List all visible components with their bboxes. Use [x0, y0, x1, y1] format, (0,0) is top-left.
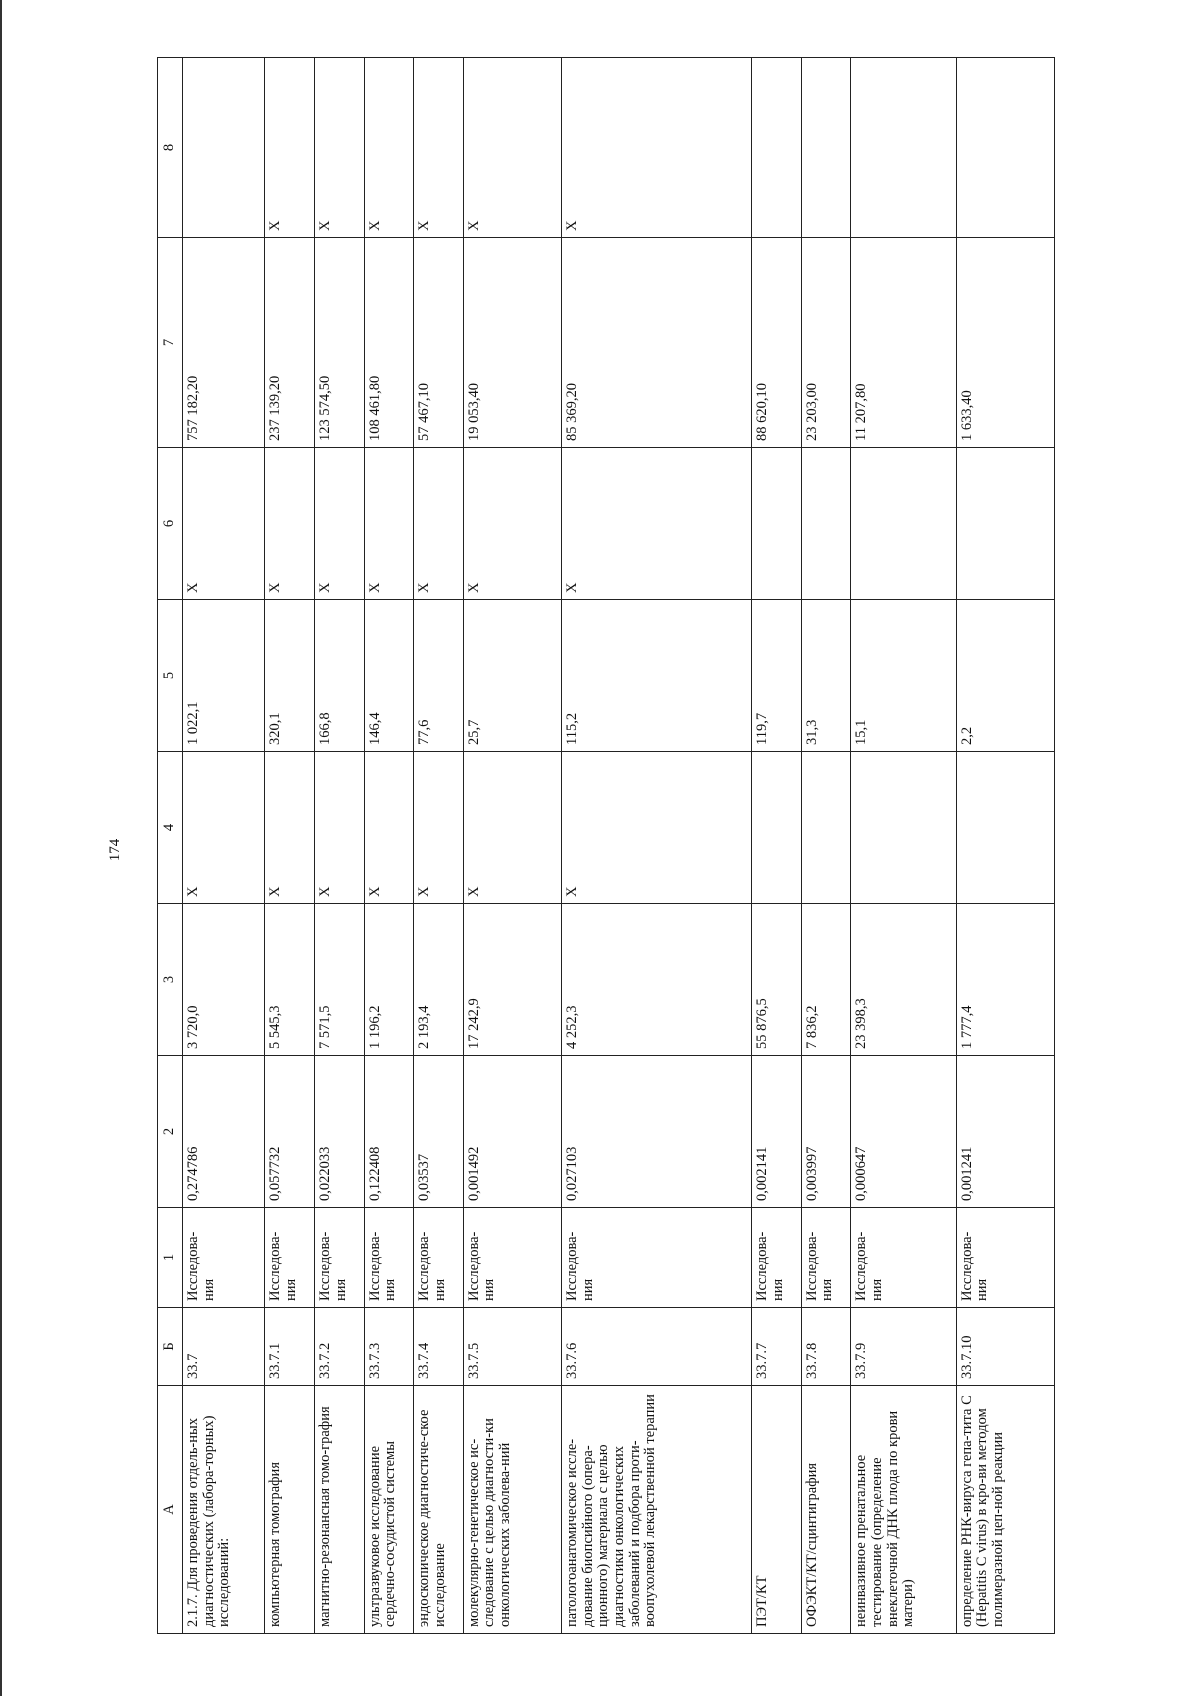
cell-unit: Исследова-ния — [801, 1208, 851, 1308]
cell-col3: 5 545,3 — [265, 904, 315, 1056]
cell-col6: Х — [463, 448, 561, 600]
cell-description: молекулярно-генетическое ис-следование с целью диагности-ки онкологических заболева-ний — [463, 1386, 561, 1634]
table-row — [364, 58, 414, 1634]
cell-col8: Х — [314, 58, 364, 238]
table-row — [801, 58, 851, 1634]
cell-col2: 0,274786 — [183, 1056, 265, 1208]
cell-col6 — [956, 448, 1054, 600]
cell-unit: Исследова-ния — [265, 1208, 315, 1308]
cell-description: 2.1.7. Для проведения отдель-ных диагностических (лабора-торных) исследований: — [183, 1386, 265, 1634]
cell-col8: Х — [414, 58, 464, 238]
cell-col7: 19 053,40 — [463, 238, 561, 448]
cell-row-code: 33.7.7 — [751, 1308, 801, 1386]
cell-col6: Х — [414, 448, 464, 600]
cell-col6: Х — [561, 448, 751, 600]
cell-col6: Х — [265, 448, 315, 600]
cell-col5: 15,1 — [851, 600, 957, 752]
cell-col7: 23 203,00 — [801, 238, 851, 448]
cell-col6 — [851, 448, 957, 600]
cell-col8 — [183, 58, 265, 238]
cell-col7: 757 182,20 — [183, 238, 265, 448]
cell-col4 — [956, 752, 1054, 904]
cell-col7: 1 633,40 — [956, 238, 1054, 448]
cell-col8: Х — [265, 58, 315, 238]
cell-description: ПЭТ/КТ — [751, 1386, 801, 1634]
col-header-1: 1 — [158, 1208, 183, 1308]
cell-description: патологоанатомическое иссле-дование биопсийного (опера-ционного) материала с целью диагностики онкологических заболеваний и подбора проти-воопухолевой лекарственной терапии — [561, 1386, 751, 1634]
cell-col6: Х — [314, 448, 364, 600]
cell-col7: 108 461,80 — [364, 238, 414, 448]
cell-unit: Исследова-ния — [851, 1208, 957, 1308]
cell-col2: 0,03537 — [414, 1056, 464, 1208]
cell-col4: Х — [183, 752, 265, 904]
cell-col3: 55 876,5 — [751, 904, 801, 1056]
cell-row-code: 33.7.2 — [314, 1308, 364, 1386]
table-row — [851, 58, 957, 1634]
cell-col2: 0,057732 — [265, 1056, 315, 1208]
cell-row-code: 33.7.4 — [414, 1308, 464, 1386]
cell-col3: 7 571,5 — [314, 904, 364, 1056]
cell-unit: Исследова-ния — [751, 1208, 801, 1308]
cell-col4: Х — [364, 752, 414, 904]
tariff-table — [157, 57, 1055, 1634]
cell-col3: 23 398,3 — [851, 904, 957, 1056]
cell-col5: 25,7 — [463, 600, 561, 752]
cell-description: компьютерная томография — [265, 1386, 315, 1634]
col-header-a: А — [158, 1386, 183, 1634]
cell-col5: 31,3 — [801, 600, 851, 752]
cell-col3: 1 196,2 — [364, 904, 414, 1056]
page-number: 174 — [107, 838, 123, 862]
cell-col5: 119,7 — [751, 600, 801, 752]
table-row — [414, 58, 464, 1634]
table-row — [956, 58, 1054, 1634]
cell-unit: Исследова-ния — [183, 1208, 265, 1308]
cell-col8: Х — [463, 58, 561, 238]
col-header-2: 2 — [158, 1056, 183, 1208]
cell-col5: 77,6 — [414, 600, 464, 752]
cell-row-code: 33.7.6 — [561, 1308, 751, 1386]
cell-col3: 2 193,4 — [414, 904, 464, 1056]
cell-unit: Исследова-ния — [561, 1208, 751, 1308]
col-header-8: 8 — [158, 58, 183, 238]
cell-row-code: 33.7 — [183, 1308, 265, 1386]
scan-edge — [0, 0, 2, 1696]
cell-col3: 17 242,9 — [463, 904, 561, 1056]
table-row — [183, 58, 265, 1634]
cell-col6: Х — [183, 448, 265, 600]
cell-row-code: 33.7.5 — [463, 1308, 561, 1386]
col-header-6: 6 — [158, 448, 183, 600]
cell-col4: Х — [314, 752, 364, 904]
cell-col7: 123 574,50 — [314, 238, 364, 448]
cell-row-code: 33.7.8 — [801, 1308, 851, 1386]
cell-col5: 320,1 — [265, 600, 315, 752]
cell-col6 — [801, 448, 851, 600]
cell-col5: 146,4 — [364, 600, 414, 752]
cell-description: ультразвуковое исследование сердечно-сосудистой системы — [364, 1386, 414, 1634]
cell-col3: 1 777,4 — [956, 904, 1054, 1056]
cell-row-code: 33.7.10 — [956, 1308, 1054, 1386]
cell-row-code: 33.7.1 — [265, 1308, 315, 1386]
cell-col4: Х — [265, 752, 315, 904]
cell-row-code: 33.7.9 — [851, 1308, 957, 1386]
cell-unit: Исследова-ния — [414, 1208, 464, 1308]
cell-col8: Х — [561, 58, 751, 238]
cell-col3: 3 720,0 — [183, 904, 265, 1056]
cell-description: определение РНК-вируса гепа-тита С (Hepatitis C virus) в кро-ви методом полимеразной цеп-ной реакции — [956, 1386, 1054, 1634]
cell-unit: Исследова-ния — [364, 1208, 414, 1308]
cell-col6: Х — [364, 448, 414, 600]
cell-description: неинвазивное пренатальное тестирование (определение внеклеточной ДНК плода по крови матери) — [851, 1386, 957, 1634]
cell-col8 — [956, 58, 1054, 238]
cell-description: магнитно-резонансная томо-графия — [314, 1386, 364, 1634]
table-row — [463, 58, 561, 1634]
cell-col4 — [851, 752, 957, 904]
table-row — [751, 58, 801, 1634]
cell-col5: 2,2 — [956, 600, 1054, 752]
cell-unit: Исследова-ния — [956, 1208, 1054, 1308]
cell-col3: 4 252,3 — [561, 904, 751, 1056]
cell-row-code: 33.7.3 — [364, 1308, 414, 1386]
cell-col8: Х — [364, 58, 414, 238]
cell-col7: 88 620,10 — [751, 238, 801, 448]
cell-col2: 0,003997 — [801, 1056, 851, 1208]
cell-col7: 85 369,20 — [561, 238, 751, 448]
cell-col2: 0,002141 — [751, 1056, 801, 1208]
header-row — [158, 58, 183, 1634]
col-header-7: 7 — [158, 238, 183, 448]
cell-col2: 0,001241 — [956, 1056, 1054, 1208]
col-header-3: 3 — [158, 904, 183, 1056]
cell-col4: Х — [463, 752, 561, 904]
cell-col4 — [801, 752, 851, 904]
rotated-table-container — [157, 58, 1055, 1634]
col-header-b: Б — [158, 1308, 183, 1386]
cell-description: ОФЭКТ/КТ/сцинтиграфия — [801, 1386, 851, 1634]
cell-col2: 0,022033 — [314, 1056, 364, 1208]
cell-col3: 7 836,2 — [801, 904, 851, 1056]
cell-col2: 0,000647 — [851, 1056, 957, 1208]
cell-col4 — [751, 752, 801, 904]
cell-col5: 166,8 — [314, 600, 364, 752]
table-row — [561, 58, 751, 1634]
cell-col7: 57 467,10 — [414, 238, 464, 448]
cell-col7: 237 139,20 — [265, 238, 315, 448]
col-header-5: 5 — [158, 600, 183, 752]
cell-unit: Исследова-ния — [463, 1208, 561, 1308]
cell-unit: Исследова-ния — [314, 1208, 364, 1308]
cell-col6 — [751, 448, 801, 600]
cell-col4: Х — [561, 752, 751, 904]
cell-col5: 115,2 — [561, 600, 751, 752]
cell-col7: 11 207,80 — [851, 238, 957, 448]
table-row — [265, 58, 315, 1634]
table-row — [314, 58, 364, 1634]
cell-col2: 0,122408 — [364, 1056, 414, 1208]
cell-col8 — [851, 58, 957, 238]
cell-col2: 0,001492 — [463, 1056, 561, 1208]
cell-col8 — [751, 58, 801, 238]
col-header-4: 4 — [158, 752, 183, 904]
cell-col4: Х — [414, 752, 464, 904]
cell-col2: 0,027103 — [561, 1056, 751, 1208]
cell-description: эндоскопическое диагностиче-ское исследование — [414, 1386, 464, 1634]
cell-col8 — [801, 58, 851, 238]
cell-col5: 1 022,1 — [183, 600, 265, 752]
